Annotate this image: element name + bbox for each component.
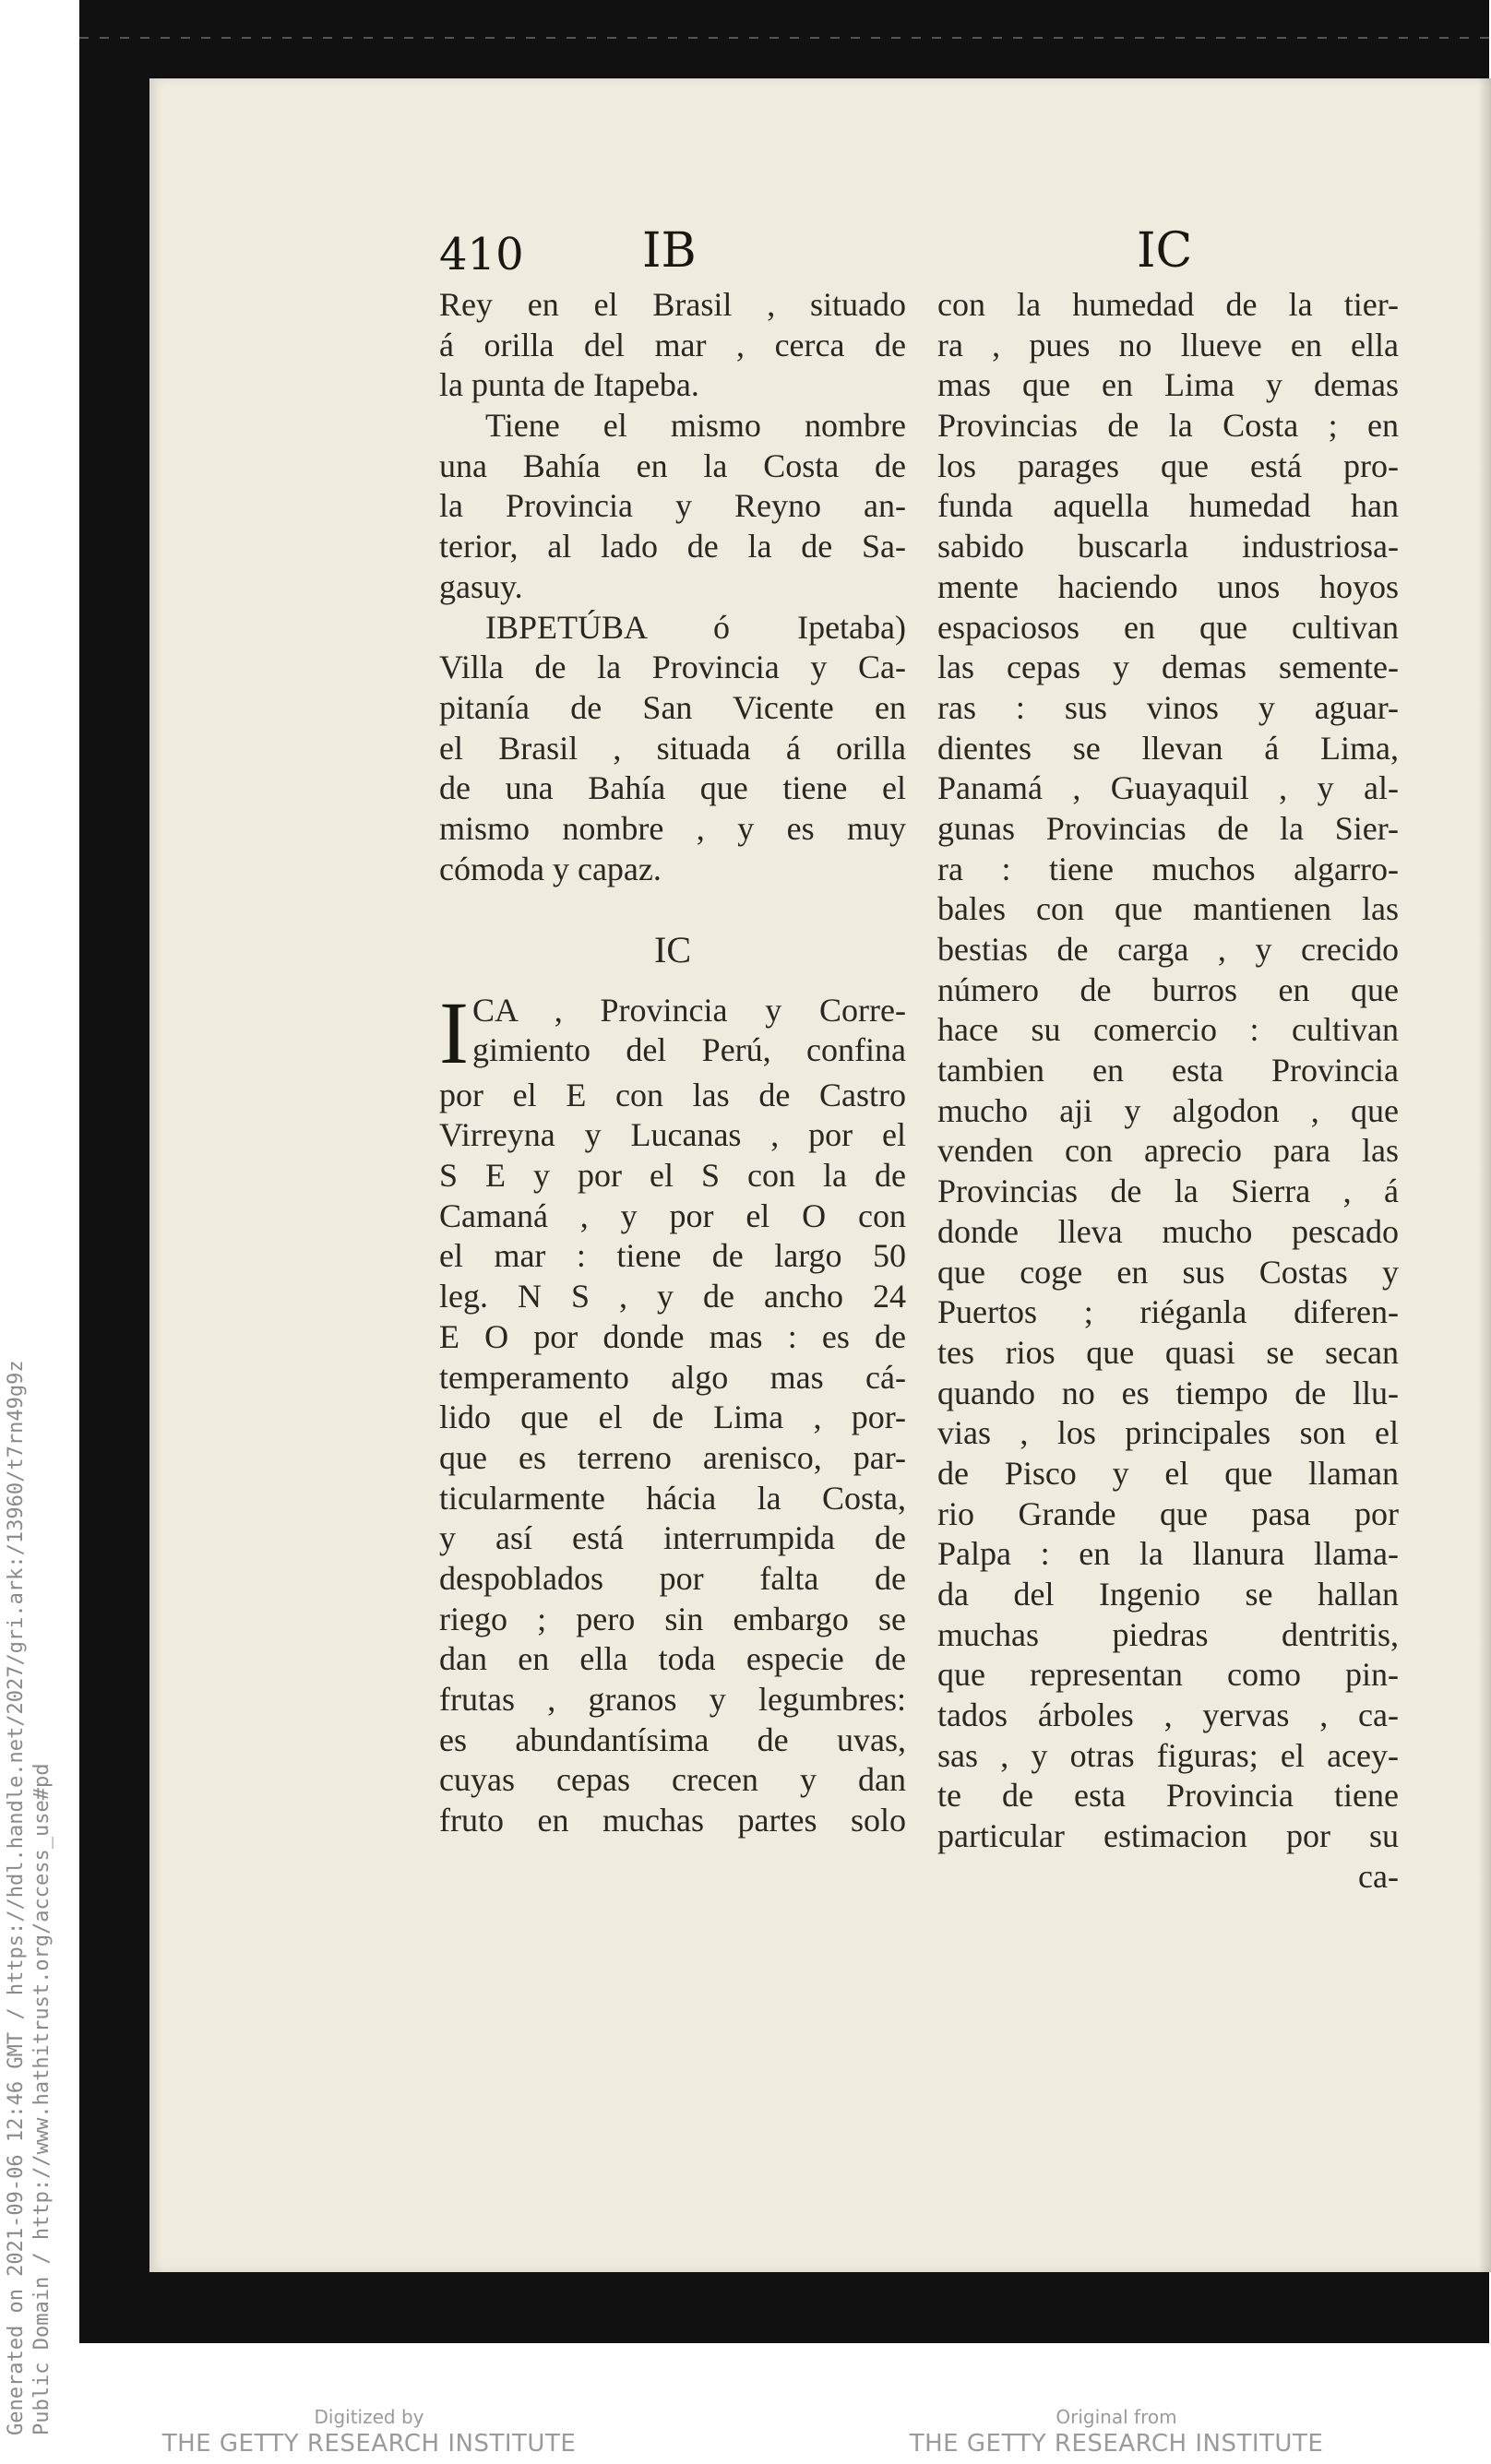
- text-line: gasuy.: [439, 567, 523, 605]
- text-line: Camaná , y por el O con: [439, 1196, 906, 1234]
- text-line: S E y por el S con la de: [439, 1157, 906, 1195]
- text-line: da del Ingenio se hallan: [937, 1576, 1399, 1613]
- text-line: Provincias de la Sierra , á: [937, 1172, 1399, 1210]
- text-line: que coge en sus Costas y: [937, 1253, 1399, 1291]
- page-number: 410: [439, 229, 524, 280]
- text-line: funda aquella humedad han: [937, 487, 1399, 525]
- text-line: Tiene el mismo nombre: [485, 407, 906, 445]
- running-head-left: IB: [642, 223, 697, 279]
- text-line: Palpa : en la llanura llama-: [937, 1535, 1399, 1573]
- text-line: pitanía de San Vicente en: [439, 688, 906, 726]
- original-from-label: Original from: [1056, 2406, 1177, 2428]
- text-line: número de burros en que: [937, 970, 1399, 1008]
- text-line: tes rios que quasi se secan: [937, 1333, 1399, 1371]
- text-line: tados árboles , yervas , ca-: [937, 1696, 1399, 1734]
- right-column: [937, 285, 1399, 1898]
- hathitrust-watermark: [4, 1360, 55, 2435]
- text-line: CA , Provincia y Corre-: [471, 991, 906, 1029]
- text-line: venden con aprecio para las: [937, 1132, 1399, 1170]
- entry-headword-line: IBPETÚBA ó Ipetaba): [485, 608, 906, 646]
- text-line: te de esta Provincia tiene: [937, 1777, 1399, 1815]
- paragraph-ibpetuba-end: [439, 285, 906, 406]
- text-line: ra , pues no llueve en ella: [937, 326, 1399, 363]
- text-line: que representan como pin-: [937, 1656, 1399, 1694]
- text-line: E O por donde mas : es de: [439, 1317, 906, 1355]
- text-line: de una Bahía que tiene el: [439, 769, 906, 807]
- paragraph-bahia: [439, 406, 906, 607]
- text-line: gimiento del Perú, confina: [471, 1031, 906, 1069]
- text-line: mismo nombre , y es muy: [439, 809, 906, 847]
- text-line: vias , los principales son el: [937, 1414, 1399, 1452]
- entry-ica: [439, 982, 906, 1841]
- catchword: ca-: [1358, 1857, 1399, 1895]
- text-line: muchas piedras dentritis,: [937, 1615, 1399, 1653]
- text-line: con la humedad de la tier-: [937, 286, 1399, 323]
- text-line: sas , y otras figuras; el acey-: [937, 1736, 1399, 1774]
- text-line: la Provincia y Reyno an-: [439, 487, 906, 525]
- text-line: sabido buscarla industriosa-: [937, 528, 1399, 565]
- text-line: cómoda y capaz.: [439, 850, 662, 887]
- text-line: que es terreno arenisco, par-: [439, 1438, 906, 1476]
- watermark-line-rights: Public Domain / http://www.hathitrust.org/access_use#pd: [30, 1763, 54, 2435]
- text-line: una Bahía en la Costa de: [439, 446, 906, 484]
- text-line: Rey en el Brasil , situado: [439, 286, 906, 323]
- text-line: ticularmente hácia la Costa,: [439, 1479, 906, 1517]
- watermark-line-generated: Generated on 2021-09-06 12:46 GMT / https://hdl.handle.net/2027/gri.ark:/13960/t7rn49g9z: [5, 1360, 28, 2435]
- text-line: ra : tiene muchos algarro-: [937, 850, 1399, 887]
- text-line: frutas , granos y legumbres:: [439, 1681, 906, 1718]
- original-institution: THE GETTY RESEARCH INSTITUTE: [909, 2430, 1324, 2458]
- text-line: el mar : tiene de largo 50: [439, 1237, 906, 1275]
- text-line: de Pisco y el que llaman: [937, 1454, 1399, 1492]
- text-line: leg. N S , y de ancho 24: [439, 1278, 906, 1315]
- section-heading: IC: [654, 930, 691, 970]
- text-line: mente haciendo unos hoyos: [937, 567, 1399, 605]
- text-line: Virreyna y Lucanas , por el: [439, 1116, 906, 1154]
- text-line: hace su comercio : cultivan: [937, 1011, 1399, 1049]
- left-column: [439, 285, 906, 1841]
- text-line: riego ; pero sin embargo se: [439, 1600, 906, 1637]
- text-line: gunas Provincias de la Sier-: [937, 809, 1399, 847]
- digitized-by-label: Digitized by: [314, 2406, 424, 2428]
- text-line: Panamá , Guayaquil , y al-: [937, 769, 1399, 807]
- text-line: cuyas cepas crecen y dan: [439, 1761, 906, 1799]
- text-line: Puertos ; riéganla diferen-: [937, 1293, 1399, 1331]
- text-line: particular estimacion por su: [937, 1817, 1399, 1855]
- digitizing-institution: THE GETTY RESEARCH INSTITUTE: [161, 2430, 577, 2458]
- text-line: mucho aji y algodon , que: [937, 1091, 1399, 1129]
- text-line: la punta de Itapeba.: [439, 366, 699, 404]
- text-line: mas que en Lima y demas: [937, 366, 1399, 404]
- text-line: las cepas y demas semente-: [937, 649, 1399, 686]
- text-line: á orilla del mar , cerca de: [439, 326, 906, 363]
- text-line: terior, al lado de la de Sa-: [439, 528, 906, 565]
- text-line: bales con que mantienen las: [937, 890, 1399, 928]
- text-line: el Brasil , situada á orilla: [439, 729, 906, 767]
- text-line: quando no es tiempo de llu-: [937, 1374, 1399, 1411]
- text-line: ras : sus vinos y aguar-: [937, 688, 1399, 726]
- page-edge-shadow: [1478, 78, 1491, 2272]
- text-line: y así está interrumpida de: [439, 1519, 906, 1557]
- text-line: Villa de la Provincia y Ca-: [439, 649, 906, 686]
- text-line: fruto en muchas partes solo: [439, 1802, 906, 1839]
- text-line: Provincias de la Costa ; en: [937, 407, 1399, 445]
- running-head-right: IC: [1137, 223, 1193, 279]
- text-line: rio Grande que pasa por: [937, 1494, 1399, 1532]
- text-line: es abundantísima de uvas,: [439, 1720, 906, 1758]
- text-line: dan en ella toda especie de: [439, 1640, 906, 1678]
- drop-cap: I: [439, 982, 469, 1082]
- text-line: lido que el de Lima , por-: [439, 1399, 906, 1436]
- text-line: espaciosos en que cultivan: [937, 608, 1399, 646]
- text-line: despoblados por falta de: [439, 1559, 906, 1597]
- text-line: bestias de carga , y crecido: [937, 931, 1399, 968]
- text-line: los parages que está pro-: [937, 446, 1399, 484]
- text-line: por el E con las de Castro: [439, 1076, 906, 1113]
- text-line: donde lleva mucho pescado: [937, 1212, 1399, 1250]
- text-line: temperamento algo mas cá-: [439, 1358, 906, 1396]
- entry-ibpetuba: [439, 608, 906, 890]
- text-line: tambien en esta Provincia: [937, 1052, 1399, 1089]
- text-line: dientes se llevan á Lima,: [937, 729, 1399, 767]
- binding-edge: [79, 37, 1489, 39]
